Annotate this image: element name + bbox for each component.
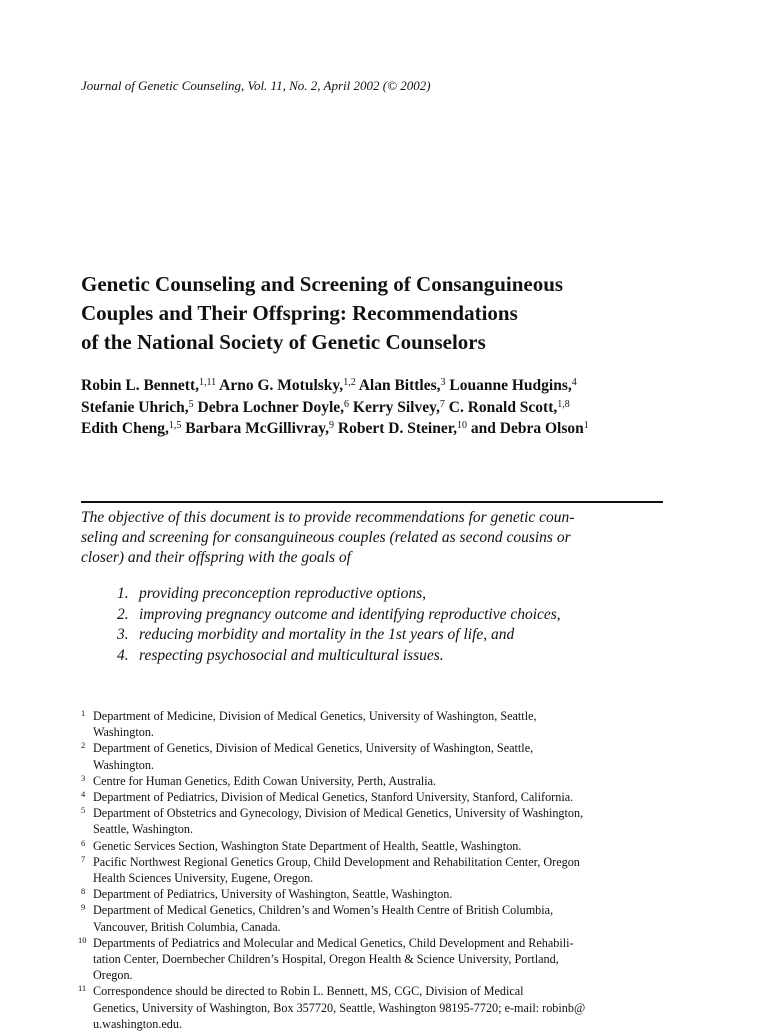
title-line: Couples and Their Offspring: Recommendations: [81, 301, 518, 325]
title-line: of the National Society of Genetic Counselors: [81, 330, 486, 354]
footnote-line: Pacific Northwest Regional Genetics Group, Child Development and Rehabilitation Center, Oregon: [93, 854, 580, 869]
author-name: Louanne Hudgins,: [449, 377, 572, 394]
footnote: [81, 805, 681, 837]
abstract-divider: [81, 501, 663, 503]
footnote: [81, 708, 681, 740]
footnote: [81, 773, 681, 789]
author-name: and Debra Olson: [470, 420, 584, 437]
author-line: [81, 375, 681, 397]
goal-text: providing preconception reproductive options,: [139, 585, 426, 602]
footnote: [78, 983, 681, 1032]
abstract-line: The objective of this document is to provide recommendations for genetic coun-: [81, 509, 575, 526]
author-affiliation-mark: 5: [188, 398, 194, 410]
footnote-mark: 11: [78, 983, 87, 994]
footnote: [81, 886, 681, 902]
footnote-line: Oregon.: [93, 968, 133, 983]
article-title: [81, 270, 681, 357]
footnote-mark: 3: [81, 772, 86, 783]
author-name: Debra Lochner Doyle,: [197, 398, 345, 416]
footnote-mark: 1: [81, 708, 86, 718]
footnote-line: u.washington.edu.: [93, 1016, 183, 1031]
affiliation-footnotes: [78, 708, 681, 1032]
footnote-line: Department of Genetics, Division of Medical Genetics, University of Washington, Seattle,: [93, 741, 534, 756]
goal-item: [117, 625, 677, 646]
author-affiliation-mark: 1,11: [199, 377, 217, 388]
footnote-line: Department of Pediatrics, University of Washington, Seattle, Washington.: [93, 887, 453, 902]
goal-item: [117, 605, 677, 626]
footnote-line: Department of Pediatrics, Division of Medical Genetics, Stanford University, Stanford, California.: [93, 790, 574, 805]
goal-text: reducing morbidity and mortality in the 1st years of life, and: [139, 626, 515, 643]
footnote-line: Washington.: [93, 757, 154, 772]
goal-number: 2.: [117, 605, 129, 623]
footnote-line: Vancouver, British Columbia, Canada.: [93, 919, 281, 934]
author-name: Kerry Silvey,: [352, 398, 440, 416]
author-name: Arno G. Motulsky,: [219, 377, 344, 394]
author-affiliation-mark: 3: [440, 377, 446, 388]
footnote: [81, 789, 681, 805]
footnote-line: Departments of Pediatrics and Molecular and Medical Genetics, Child Development and Rehabili-: [93, 935, 574, 950]
goal-text: improving pregnancy outcome and identifying reproductive choices,: [139, 605, 561, 623]
footnote-line: Department of Medical Genetics, Children’s and Women’s Health Centre of British Columbia,: [93, 903, 554, 918]
footnote-line: Centre for Human Genetics, Edith Cowan University, Perth, Australia.: [93, 773, 437, 788]
author-affiliation-mark: 10: [457, 420, 468, 431]
author-name: Robert D. Steiner,: [337, 420, 458, 437]
footnote-line: tation Center, Doernbecher Children’s Hospital, Oregon Health & Science University, Portland,: [93, 952, 559, 967]
author-affiliation-mark: 6: [344, 398, 350, 410]
footnote-line: Seattle, Washington.: [93, 822, 194, 837]
footnote: [78, 934, 681, 984]
footnote-line: Department of Obstetrics and Gynecology, Division of Medical Genetics, University of Washington,: [93, 806, 584, 821]
footnote-mark: 8: [81, 886, 86, 897]
footnote-mark: 10: [78, 934, 87, 945]
author-affiliation-mark: 1: [583, 420, 589, 431]
goal-item: [117, 646, 677, 667]
goal-text: respecting psychosocial and multicultural issues.: [139, 646, 444, 664]
footnote: [81, 902, 681, 934]
abstract: [81, 508, 663, 568]
footnote-line: Washington.: [93, 725, 154, 740]
author-affiliation-mark: 1,5: [168, 420, 182, 431]
author-affiliation-mark: 1,2: [343, 377, 356, 388]
footnote-line: Genetics, University of Washington, Box 357720, Seattle, Washington 98195-7720; e-mail: robinb@: [93, 1000, 586, 1015]
footnote: [81, 838, 681, 854]
footnote-mark: 5: [81, 805, 86, 816]
author-name: Edith Cheng,: [81, 420, 169, 437]
footnote: [81, 740, 681, 772]
footnote-mark: 2: [81, 740, 86, 751]
goal-number: 3.: [117, 626, 129, 643]
footnote-line: Department of Medicine, Division of Medical Genetics, University of Washington, Seattle,: [93, 709, 537, 723]
title-line: Genetic Counseling and Screening of Consanguineous: [81, 272, 564, 296]
author-line: [81, 418, 681, 440]
author-list: [81, 375, 681, 440]
footnote-mark: 4: [81, 789, 86, 800]
journal-citation: Journal of Genetic Counseling, Vol. 11, No. 2, April 2002 (© 2002): [81, 78, 431, 93]
abstract-line: seling and screening for consanguineous couples (related as second cousins or: [81, 529, 571, 546]
abstract-line: closer) and their offspring with the goals of: [81, 549, 351, 566]
author-name: Stefanie Uhrich,: [81, 398, 189, 416]
footnote-mark: 9: [81, 902, 86, 913]
goal-item: [117, 584, 677, 605]
author-affiliation-mark: 9: [329, 420, 335, 431]
footnote-line: Genetic Services Section, Washington State Department of Health, Seattle, Washington.: [93, 838, 522, 853]
footnote-mark: 6: [81, 837, 86, 848]
author-affiliation-mark: 4: [571, 377, 577, 388]
author-affiliation-mark: 7: [439, 398, 445, 410]
author-affiliation-mark: 1,8: [557, 398, 570, 410]
footnote-line: Health Sciences University, Eugene, Oregon.: [93, 871, 314, 886]
footnote-line: Correspondence should be directed to Robin L. Bennett, MS, CGC, Division of Medical: [93, 984, 524, 999]
goal-number: 4.: [117, 646, 129, 664]
author-name: Barbara McGillivray,: [185, 420, 330, 437]
goal-number: 1.: [117, 585, 129, 602]
author-name: C. Ronald Scott,: [448, 398, 558, 416]
goals-list: [117, 584, 677, 666]
author-name: Robin L. Bennett,: [81, 377, 199, 394]
footnote: [81, 854, 681, 886]
author-name: Alan Bittles,: [358, 377, 441, 394]
footnote-mark: 7: [81, 853, 86, 864]
author-line: [81, 397, 681, 419]
